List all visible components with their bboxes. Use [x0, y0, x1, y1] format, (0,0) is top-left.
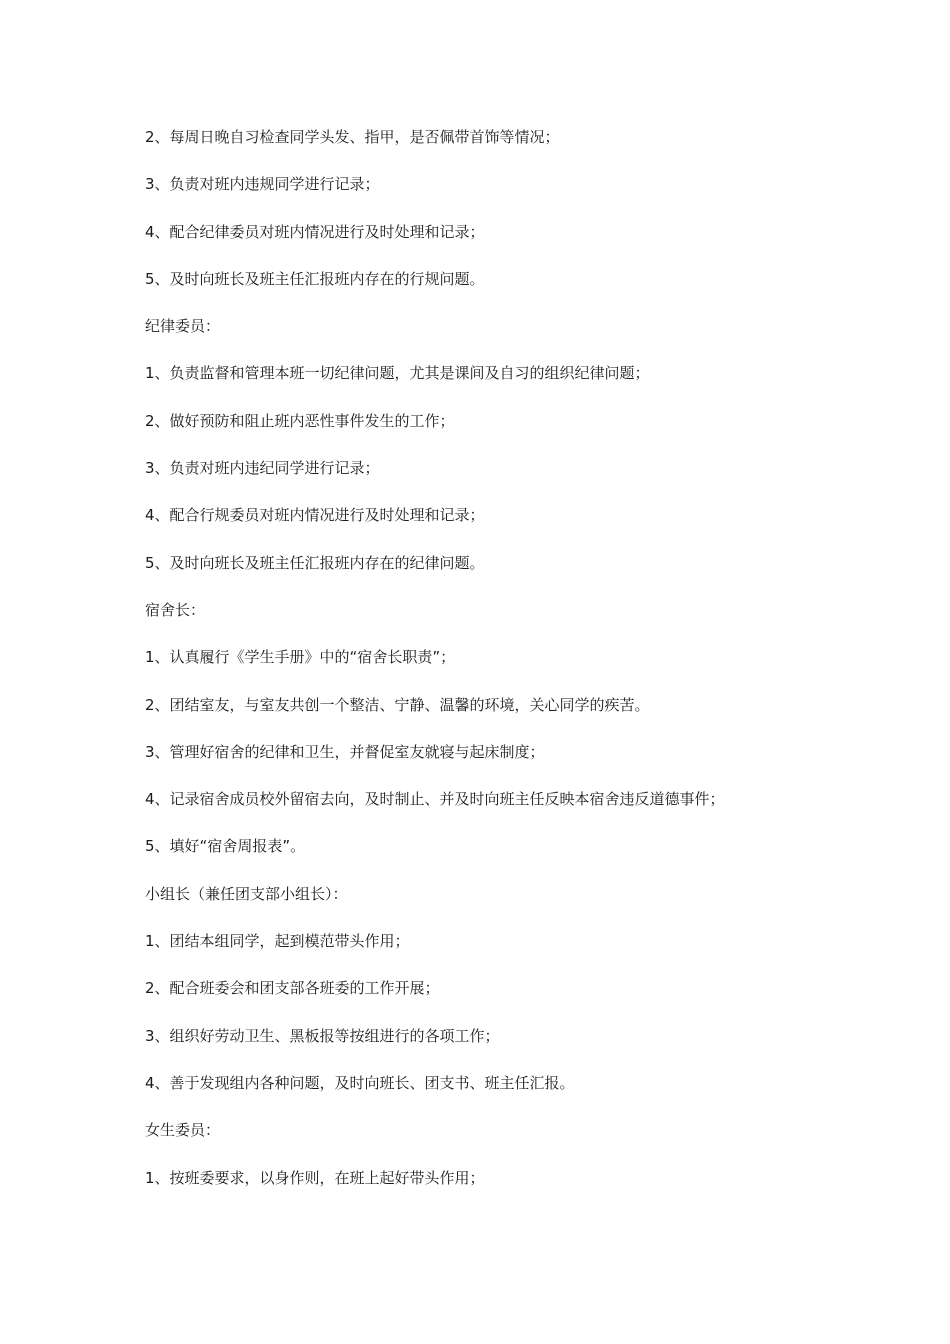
rule-line: 5、及时向班长及班主任汇报班内存在的行规问题。	[145, 269, 485, 288]
rule-line: 2、每周日晚自习检查同学头发、指甲，是否佩带首饰等情况；	[145, 128, 560, 146]
rule-line: 3、管理好宿舍的纪律和卫生，并督促室友就寝与起床制度；	[145, 742, 545, 761]
rule-line: 2、配合班委会和团支部各班委的工作开展；	[145, 979, 440, 998]
section-heading: 宿舍长：	[145, 600, 206, 619]
rule-line: 4、善于发现组内各种问题，及时向班长、团支书、班主任汇报。	[145, 1073, 575, 1092]
rule-line: 4、配合行规委员对班内情况进行及时处理和记录；	[145, 506, 485, 525]
rule-line: 4、配合纪律委员对班内情况进行及时处理和记录；	[145, 222, 485, 241]
rule-line: 1、团结本组同学，起到模范带头作用；	[145, 932, 410, 951]
rule-line: 4、记录宿舍成员校外留宿去向，及时制止、并及时向班主任反映本宿舍违反道德事件；	[145, 790, 725, 809]
rule-line: 1、负责监督和管理本班一切纪律问题，尤其是课间及自习的组织纪律问题；	[145, 364, 650, 383]
document-body	[145, 125, 825, 1213]
section-heading: 纪律委员：	[145, 317, 221, 336]
rule-line: 2、做好预防和阻止班内恶性事件发生的工作；	[145, 411, 455, 430]
rule-line: 3、负责对班内违规同学进行记录；	[145, 175, 380, 194]
rule-line: 5、填好“宿舍周报表”。	[145, 837, 306, 856]
rule-line: 5、及时向班长及班主任汇报班内存在的纪律问题。	[145, 553, 485, 572]
rule-line: 2、团结室友，与室友共创一个整洁、宁静、温馨的环境，关心同学的疾苦。	[145, 695, 650, 714]
section-heading: 小组长（兼任团支部小组长）：	[145, 884, 348, 903]
rule-line: 1、认真履行《学生手册》中的“宿舍长职责”；	[145, 648, 456, 667]
rule-line: 3、负责对班内违纪同学进行记录；	[145, 459, 380, 478]
rule-line: 3、组织好劳动卫生、黑板报等按组进行的各项工作；	[145, 1026, 500, 1045]
rule-line: 1、按班委要求，以身作则，在班上起好带头作用；	[145, 1168, 485, 1187]
section-heading: 女生委员：	[145, 1121, 221, 1140]
